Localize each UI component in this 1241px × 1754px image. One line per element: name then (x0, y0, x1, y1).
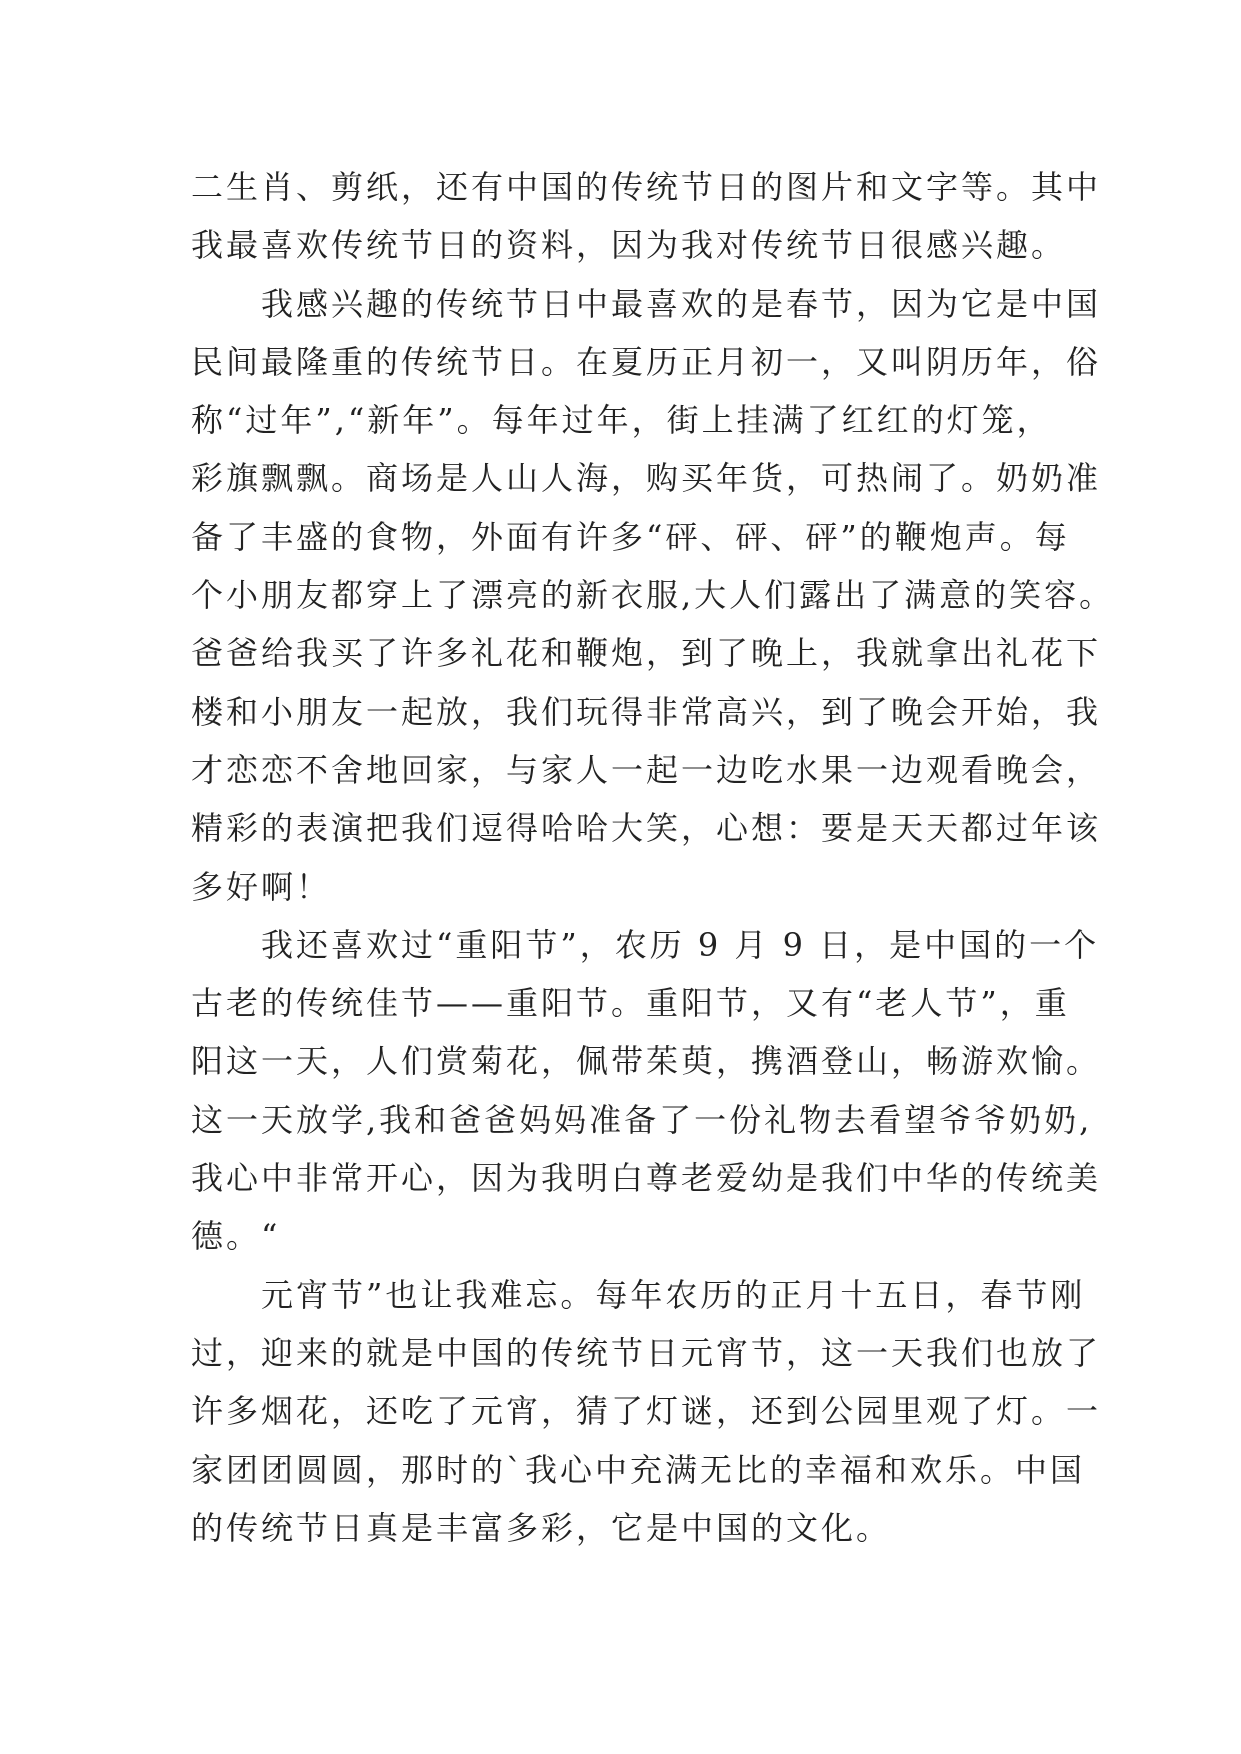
text-line: 家团团圆圆，那时的`我心中充满无比的幸福和欢乐。中国 (191, 1450, 1086, 1489)
text-line: 我感兴趣的传统节日中最喜欢的是春节，因为它是中国 (191, 284, 1102, 323)
text-line: 精彩的表演把我们逗得哈哈大笑，心想：要是天天都过年该 (191, 809, 1102, 848)
text-line: 许多烟花，还吃了元宵，猜了灯谜，还到公园里观了灯。一 (191, 1392, 1102, 1431)
text-line: 古老的传统佳节——重阳节。重阳节，又有“老人节”，重 (191, 984, 1070, 1023)
text-line: 楼和小朋友一起放，我们玩得非常高兴，到了晚会开始，我 (191, 692, 1102, 731)
text-line: 个小朋友都穿上了漂亮的新衣服,大人们露出了满意的笑容。 (191, 576, 1115, 615)
text-line: 我还喜欢过“重阳节”，农历 9 月 9 日，是中国的一个 (191, 925, 1100, 964)
text-line: 备了丰盛的食物，外面有许多“砰、砰、砰”的鞭炮声。每 (191, 517, 1070, 556)
text-line: 多好啊！ (191, 867, 332, 906)
text-line: 二生肖、剪纸，还有中国的传统节日的图片和文字等。其中 (191, 168, 1102, 206)
text-line: 才恋恋不舍地回家，与家人一起一边吃水果一边观看晚会， (191, 750, 1102, 789)
text-line: 元宵节”也让我难忘。每年农历的正月十五日，春节刚 (191, 1275, 1086, 1314)
text-line: 民间最隆重的传统节日。在夏历正月初一，又叫阴历年，俗 (191, 342, 1102, 381)
text-line: 爸爸给我买了许多礼花和鞭炮，到了晚上，我就拿出礼花下 (191, 634, 1102, 673)
text-line: 称“过年”,“新年”。每年过年，街上挂满了红红的灯笼， (191, 401, 1052, 440)
text-line: 我最喜欢传统节日的资料，因为我对传统节日很感兴趣。 (191, 226, 1067, 265)
text-line: 彩旗飘飘。商场是人山人海，购买年货，可热闹了。奶奶准 (191, 459, 1102, 498)
text-line: 阳这一天，人们赏菊花，佩带茱萸，携酒登山，畅游欢愉。 (191, 1042, 1102, 1081)
text-line: 德。“ (191, 1217, 281, 1256)
text-line: 过，迎来的就是中国的传统节日元宵节，这一天我们也放了 (191, 1333, 1102, 1372)
document-body (191, 158, 1115, 1557)
text-line: 我心中非常开心，因为我明白尊老爱幼是我们中华的传统美 (191, 1159, 1102, 1198)
text-line: 这一天放学,我和爸爸妈妈准备了一份礼物去看望爷爷奶奶, (191, 1100, 1093, 1139)
text-line: 的传统节日真是丰富多彩，它是中国的文化。 (191, 1508, 892, 1547)
